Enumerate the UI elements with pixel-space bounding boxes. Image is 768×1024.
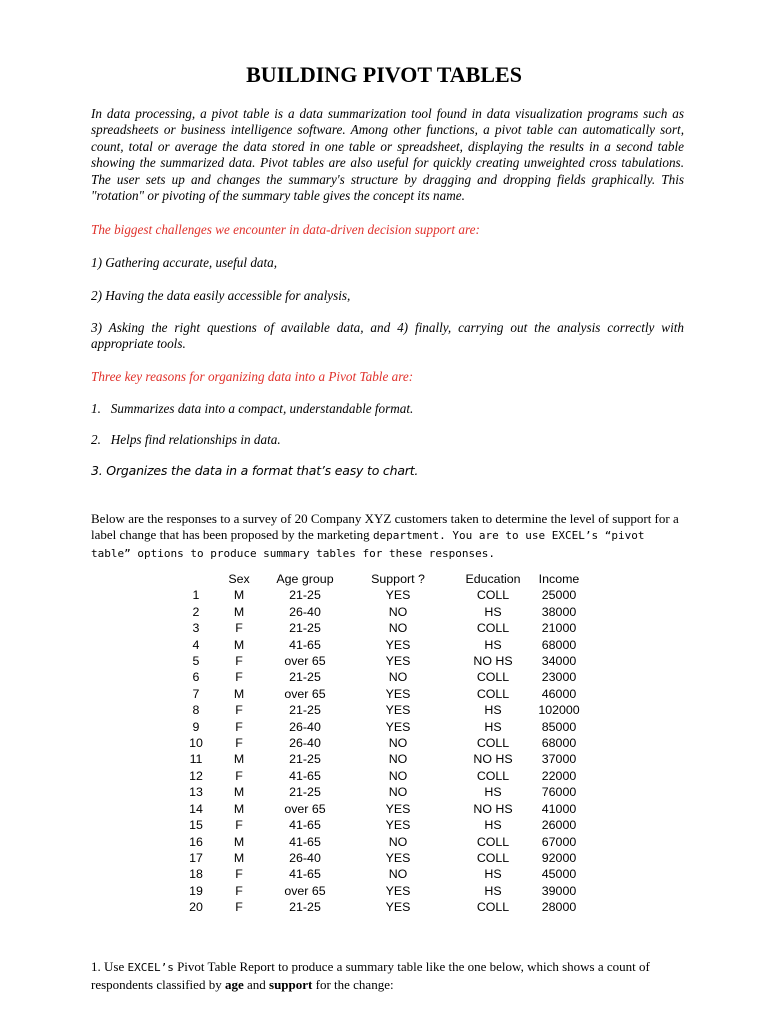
table-cell: 10 — [189, 736, 203, 751]
table-row — [180, 637, 584, 653]
table-row — [180, 620, 584, 636]
table-cell: YES — [385, 588, 411, 603]
table-cell: NO — [388, 670, 408, 685]
table-cell: M — [233, 637, 245, 652]
table-cell: 9 — [192, 719, 200, 734]
table-cell: 38000 — [541, 604, 577, 619]
table-cell: M — [233, 834, 245, 849]
table-cell: NO — [388, 604, 408, 619]
instruction-bold-support: support — [269, 977, 313, 992]
table-row — [180, 686, 584, 702]
table-cell: 19 — [189, 883, 203, 898]
table-cell: 3 — [192, 621, 200, 636]
table-cell: F — [235, 621, 243, 636]
table-cell: 21-25 — [289, 621, 321, 636]
instruction-paragraph — [91, 958, 691, 993]
table-row — [180, 834, 584, 850]
table-cell: F — [235, 654, 243, 669]
table-cell: M — [233, 604, 245, 619]
table-cell: 67000 — [541, 834, 577, 849]
table-cell: 1 — [192, 588, 200, 603]
table-cell: 45000 — [541, 867, 577, 882]
column-header: Income — [538, 572, 580, 586]
table-cell: 41-65 — [289, 637, 321, 652]
table-row — [180, 883, 584, 899]
table-cell: 2 — [192, 604, 200, 619]
table-cell: F — [235, 867, 243, 882]
table-cell: 37000 — [541, 752, 577, 767]
survey-intro-text: “pivot table” options to produce summary tables for these responses. — [91, 529, 645, 560]
table-cell: F — [235, 670, 243, 685]
reason-item: 2. Helps find relationships in data. — [91, 432, 281, 447]
survey-intro — [91, 511, 684, 562]
table-row — [180, 719, 584, 735]
table-cell: 25000 — [541, 588, 577, 603]
challenge-item: 3) Asking the right questions of available data, and 4) finally, carrying out the analysis correctly with appropriate tools. — [91, 320, 684, 352]
table-cell: M — [233, 686, 245, 701]
table-cell: 34000 — [541, 654, 577, 669]
table-cell: 76000 — [541, 785, 577, 800]
table-cell: YES — [385, 850, 411, 865]
table-cell: M — [233, 850, 245, 865]
table-cell: 17 — [189, 850, 203, 865]
table-cell: YES — [385, 900, 411, 915]
table-cell: YES — [385, 637, 411, 652]
table-cell: COLL — [476, 768, 510, 783]
instruction-text: and — [243, 977, 270, 992]
column-header: Sex — [228, 572, 250, 586]
table-cell: 46000 — [541, 686, 577, 701]
table-cell: HS — [484, 785, 502, 800]
table-body — [180, 587, 584, 915]
table-cell: over 65 — [284, 686, 326, 701]
table-row — [180, 653, 584, 669]
column-header: Support ? — [371, 572, 425, 586]
survey-intro-text: Below are the responses to a survey of 20 Company XYZ customers taken to determine the level of support for a label change that has been proposed by the marketing — [91, 511, 679, 543]
table-cell: 21000 — [541, 621, 577, 636]
table-cell: HS — [484, 719, 502, 734]
reasons-heading: Three key reasons for organizing data into a Pivot Table are: — [91, 369, 414, 384]
table-cell: 41000 — [541, 801, 577, 816]
table-row — [180, 801, 584, 817]
table-cell: 7 — [192, 686, 200, 701]
table-cell: 21-25 — [289, 785, 321, 800]
table-row — [180, 817, 584, 833]
table-cell: 15 — [189, 818, 203, 833]
table-row — [180, 751, 584, 767]
column-header: Education — [465, 572, 521, 586]
table-cell: HS — [484, 604, 502, 619]
table-cell: 18 — [189, 867, 203, 882]
table-cell: M — [233, 785, 245, 800]
table-cell: COLL — [476, 670, 510, 685]
instruction-text: for the change: — [312, 977, 394, 992]
column-header: Age group — [276, 572, 334, 586]
table-cell: 16 — [189, 834, 203, 849]
table-cell: YES — [385, 703, 411, 718]
table-cell: 68000 — [541, 637, 577, 652]
table-cell: 22000 — [541, 768, 577, 783]
table-cell: 14 — [189, 801, 203, 816]
table-row — [180, 850, 584, 866]
table-cell: NO — [388, 834, 408, 849]
challenge-item: 1) Gathering accurate, useful data, — [91, 255, 278, 270]
table-cell: 11 — [189, 752, 203, 767]
intro-paragraph: In data processing, a pivot table is a data summarization tool found in data visualization programs such as spreadsheets or business intelligence software. Among other functions, a pivot table can automatically sort, count, total or average the data stored in one table or spreadsheet, displaying the results in a second table showing the summarized data. Pivot tables are also useful for quickly creating unweighted cross tabulations. The user sets up and changes the summary's structure by dragging and dropping fields graphically. This "rotation" or pivoting of the summary table gives the concept its name. — [91, 106, 684, 204]
table-cell: F — [235, 900, 243, 915]
table-cell: 21-25 — [289, 670, 321, 685]
table-cell: over 65 — [284, 883, 326, 898]
table-row — [180, 587, 584, 603]
table-cell: 68000 — [541, 736, 577, 751]
table-cell: NO HS — [473, 801, 513, 816]
survey-table — [180, 571, 584, 916]
table-cell: COLL — [476, 834, 510, 849]
table-cell: YES — [385, 719, 411, 734]
table-cell: COLL — [476, 686, 510, 701]
table-row — [180, 702, 584, 718]
table-cell: 8 — [192, 703, 200, 718]
table-cell: HS — [484, 867, 502, 882]
table-row — [180, 899, 584, 915]
instruction-text: 1. Use — [91, 959, 128, 974]
table-cell: 21-25 — [289, 588, 321, 603]
table-row — [180, 784, 584, 800]
table-cell: COLL — [476, 850, 510, 865]
table-cell: 41-65 — [289, 818, 321, 833]
table-cell: 41-65 — [289, 768, 321, 783]
reason-item: 1. Summarizes data into a compact, understandable format. — [91, 401, 414, 416]
table-row — [180, 735, 584, 751]
table-cell: HS — [484, 883, 502, 898]
table-cell: 26-40 — [289, 850, 321, 865]
table-cell: 6 — [192, 670, 200, 685]
table-cell: 26000 — [541, 818, 577, 833]
table-cell: 20 — [189, 900, 203, 915]
table-cell: over 65 — [284, 654, 326, 669]
table-cell: 102000 — [538, 703, 580, 718]
column-header — [180, 571, 212, 587]
table-cell: NO — [388, 752, 408, 767]
table-cell: 39000 — [541, 883, 577, 898]
table-cell: NO — [388, 768, 408, 783]
table-row — [180, 866, 584, 882]
table-cell: NO — [388, 736, 408, 751]
table-cell: COLL — [476, 900, 510, 915]
table-cell: 28000 — [541, 900, 577, 915]
table-cell: NO HS — [473, 752, 513, 767]
table-cell: HS — [484, 703, 502, 718]
survey-intro-excel: EXCEL’s — [551, 529, 599, 543]
table-cell: HS — [484, 818, 502, 833]
table-row — [180, 768, 584, 784]
page-title: BUILDING PIVOT TABLES — [246, 62, 522, 87]
table-cell: 26-40 — [289, 604, 321, 619]
table-cell: 13 — [189, 785, 203, 800]
table-cell: 41-65 — [289, 834, 321, 849]
instruction-excel: EXCEL’s — [127, 961, 174, 974]
table-cell: NO — [388, 867, 408, 882]
table-header-row — [180, 571, 584, 587]
table-cell: NO — [388, 785, 408, 800]
table-cell: 92000 — [541, 850, 577, 865]
survey-intro-dept: department — [372, 529, 440, 543]
survey-intro-text: . You are to use — [439, 529, 552, 543]
table-cell: COLL — [476, 621, 510, 636]
table-row — [180, 669, 584, 685]
table-cell: M — [233, 801, 245, 816]
table-row — [180, 604, 584, 620]
table-cell: 23000 — [541, 670, 577, 685]
challenge-item: 2) Having the data easily accessible for analysis, — [91, 288, 351, 303]
table-cell: 21-25 — [289, 703, 321, 718]
table-cell: YES — [385, 883, 411, 898]
table-cell: 26-40 — [289, 719, 321, 734]
table-cell: F — [235, 703, 243, 718]
table-cell: 41-65 — [289, 867, 321, 882]
table-cell: 5 — [192, 654, 200, 669]
table-cell: F — [235, 768, 243, 783]
table-cell: HS — [484, 637, 502, 652]
table-cell: F — [235, 883, 243, 898]
table-cell: NO — [388, 621, 408, 636]
table-cell: 4 — [192, 637, 200, 652]
table-cell: YES — [385, 654, 411, 669]
table-cell: YES — [385, 818, 411, 833]
table-cell: 26-40 — [289, 736, 321, 751]
table-cell: 21-25 — [289, 900, 321, 915]
table-cell: 12 — [189, 768, 203, 783]
table-cell: COLL — [476, 588, 510, 603]
table-cell: 21-25 — [289, 752, 321, 767]
table-cell: YES — [385, 801, 411, 816]
instruction-text: Pivot Table Report to produce a summary table like the one below, which shows a count of respondents classified by — [91, 959, 650, 992]
table-cell: F — [235, 736, 243, 751]
table-cell: 85000 — [541, 719, 577, 734]
table-cell: over 65 — [284, 801, 326, 816]
table-cell: YES — [385, 686, 411, 701]
challenges-heading: The biggest challenges we encounter in data-driven decision support are: — [91, 222, 480, 237]
table-cell: M — [233, 752, 245, 767]
table-cell: F — [235, 719, 243, 734]
table-cell: F — [235, 818, 243, 833]
reason-item: 3. Organizes the data in a format that’s easy to chart. — [91, 463, 419, 478]
table-cell: NO HS — [473, 654, 513, 669]
table-cell: COLL — [476, 736, 510, 751]
table-cell: M — [233, 588, 245, 603]
instruction-bold-age: age — [224, 977, 244, 992]
